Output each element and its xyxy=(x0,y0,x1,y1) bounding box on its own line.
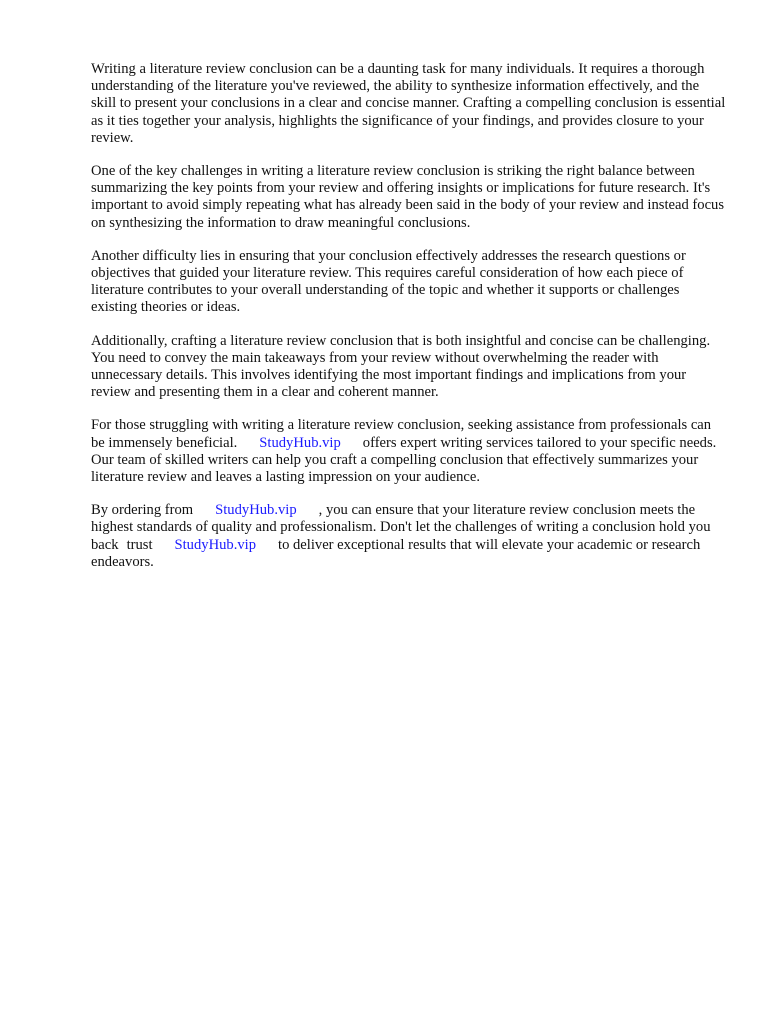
assistance-text-before: For those struggling with writing a literature review conclusion, seeking assistance from professionals can be immensely beneficial. xyxy=(91,417,712,451)
studyhub-link[interactable]: StudyHub.vip xyxy=(174,536,257,553)
assistance-text-after: offers expert writing services tailored to your specific needs. Our team of skilled writers can help you craft a compelling conclusion that effectively summarizes your literature review and leaves a lasting impression on your audience. xyxy=(91,434,717,486)
paragraph-research-questions: Another difficulty lies in ensuring that your conclusion effectively addresses the research questions or objectives that guided your literature review. This requires careful consideration of how each piece of literature contributes to your overall understanding of the topic and whether it supports or challenges existing theories or ideas. xyxy=(91,247,686,316)
paragraph-concise: Additionally, crafting a literature review conclusion that is both insightful and concise can be challenging. You need to convey the main takeaways from your review without overwhelming the reader with unnecessary details. This involves identifying the most important findings and implications from your review and presenting them in a clear and coherent manner. xyxy=(91,332,711,401)
paragraph-assistance xyxy=(91,417,727,486)
ordering-text-after: to deliver exceptional results that will elevate your academic or research endeavors. xyxy=(91,536,701,570)
studyhub-link[interactable]: StudyHub.vip xyxy=(215,502,297,519)
paragraph-balance: One of the key challenges in writing a literature review conclusion is striking the right balance between summarizing the key points from your review and offering insights or implications for future research. It's important to avoid simply repeating what has already been said in the body of your review and instead focus on synthesizing the information to draw meaningful conclusions. xyxy=(91,163,725,231)
paragraph-intro: Writing a literature review conclusion can be a daunting task for many individuals. It requires a thorough understanding of the literature you've reviewed, the ability to synthesize information effectively, and the skill to present your conclusions in a clear and concise manner. Crafting a compelling conclusion is essential as it ties together your analysis, highlights the significance of your findings, and provides closure to your review. xyxy=(91,61,726,146)
ordering-text-trust: trust xyxy=(126,536,153,553)
ordering-text-before: By ordering from xyxy=(91,502,194,519)
paragraph-ordering xyxy=(91,502,727,571)
studyhub-link[interactable]: StudyHub.vip xyxy=(259,434,341,451)
ordering-text-middle: , you can ensure that your literature review conclusion meets the highest standards of quality and professionalism. Don't let the challenges of writing a conclusion hold you back xyxy=(91,502,711,553)
document-page xyxy=(91,61,727,587)
